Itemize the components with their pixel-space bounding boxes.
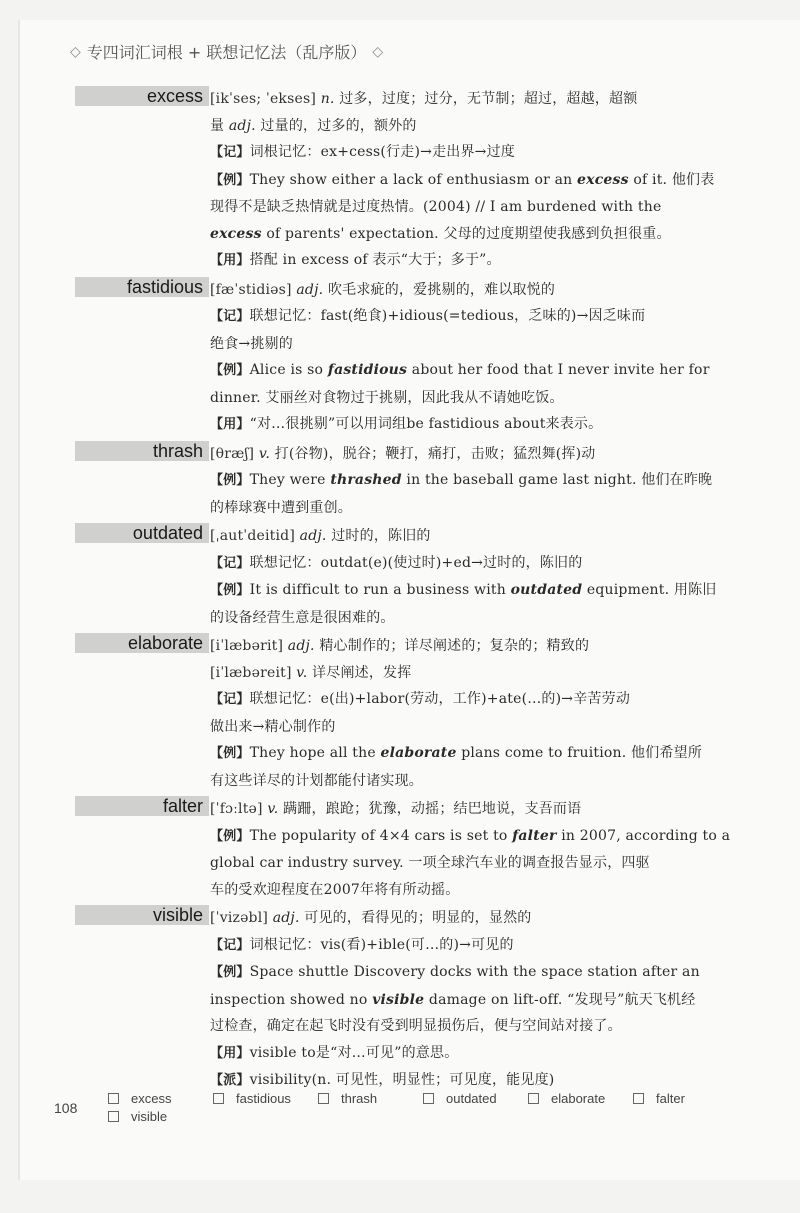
review-checklist — [108, 1090, 748, 1126]
review-word: falter — [656, 1091, 685, 1106]
text-segment: about her food that I never invite her for — [411, 362, 710, 378]
entry-line — [210, 194, 800, 221]
entry-line — [210, 1040, 800, 1068]
entry-line — [210, 277, 800, 304]
part-of-speech: adj. — [299, 528, 327, 544]
headword: visible — [75, 905, 209, 925]
phonetic: [iˈlæbəreit] — [210, 664, 292, 681]
page-number: 108 — [54, 1100, 78, 1116]
text-segment: 过时的，陈旧的 — [331, 528, 431, 544]
text-segment: They were — [249, 472, 326, 488]
review-word: outdated — [446, 1091, 497, 1106]
text-segment: They show either a lack of enthusiasm or an — [249, 171, 573, 188]
text-segment: 过检查，确定在起飞时没有受到明显损伤后，便与空间站对接了。 — [210, 1018, 622, 1034]
section-tag: 【例】 — [210, 172, 250, 188]
entry-line — [210, 221, 800, 248]
entry-line — [210, 740, 800, 768]
section-tag: 【记】 — [210, 692, 250, 707]
entry-outdated — [20, 523, 800, 631]
review-item — [318, 1091, 411, 1106]
text-segment: 打(谷物)，脱谷；鞭打，痛打，击败；猛烈舞(挥)动 — [274, 445, 596, 462]
entry-line — [210, 959, 800, 987]
entry-line — [210, 303, 800, 331]
section-tag: 【例】 — [210, 473, 250, 488]
entry-list — [20, 86, 800, 1097]
checkbox-icon — [528, 1093, 539, 1104]
checkbox-icon — [108, 1093, 119, 1104]
text-segment: 现得不是缺乏热情就是过度热情。(2004) // I am burdened with the — [210, 199, 662, 215]
checkbox-icon — [213, 1093, 224, 1104]
phonetic: [ˈfɔːltə] — [210, 801, 263, 817]
review-item — [108, 1091, 201, 1106]
review-word: thrash — [341, 1091, 378, 1106]
text-segment: 过量的，过多的，额外的 — [260, 117, 417, 134]
part-of-speech: adj. — [272, 910, 300, 926]
entry-line — [210, 139, 800, 167]
section-tag: 【记】 — [210, 309, 250, 324]
keyword-emphasis: outdated — [510, 582, 583, 598]
entry-line — [210, 932, 800, 960]
entry-line — [210, 1013, 800, 1040]
part-of-speech: v. — [296, 664, 308, 681]
text-segment: 有这些详尽的计划都能付诸实现。 — [210, 772, 423, 789]
text-segment: 联想记忆：fast(绝食)+idious(=tedious，乏味的)→因乏味而 — [249, 308, 646, 324]
entry-line — [210, 523, 800, 550]
part-of-speech: v. — [267, 801, 279, 817]
phonetic: [ˈvizəbl] — [210, 910, 269, 926]
text-segment: in the baseball game last night. 他们在昨晚 — [406, 472, 713, 488]
keyword-emphasis: elaborate — [380, 745, 457, 761]
headword: elaborate — [75, 633, 209, 653]
keyword-emphasis: thrashed — [330, 472, 402, 488]
text-segment: plans come to fruition. 他们希望所 — [461, 745, 703, 761]
text-segment: visibility(n. 可见性，明显性；可见度，能见度) — [249, 1072, 555, 1088]
entry-line — [210, 877, 800, 904]
entry-line — [210, 987, 800, 1014]
entry-line — [210, 441, 800, 468]
part-of-speech: v. — [258, 445, 270, 462]
entry-thrash — [20, 441, 800, 522]
section-tag: 【记】 — [210, 555, 250, 571]
text-segment: Alice is so — [249, 362, 324, 378]
part-of-speech: adj. — [228, 117, 256, 134]
phonetic: [ˌautˈdeitid] — [210, 528, 296, 544]
header-title: 专四词汇词根 + 联想记忆法（乱序版） — [86, 43, 367, 62]
entry-excess — [20, 86, 800, 275]
review-word: fastidious — [236, 1091, 291, 1106]
section-tag: 【记】 — [210, 937, 250, 953]
entry-line — [210, 714, 800, 741]
entry-line — [210, 247, 800, 275]
entry-line — [210, 550, 800, 578]
headword: fastidious — [75, 277, 209, 297]
diamond-icon: ◇ — [70, 43, 81, 60]
text-segment: 的设备经营生意是很困难的。 — [210, 609, 395, 626]
section-tag: 【用】 — [210, 253, 250, 268]
review-word: excess — [131, 1091, 172, 1106]
text-segment: in 2007, according to a — [561, 827, 731, 844]
entry-line — [210, 357, 800, 385]
headword: outdated — [75, 523, 209, 543]
page-header — [70, 40, 383, 63]
section-tag: 【例】 — [210, 583, 250, 598]
keyword-emphasis: excess — [577, 171, 629, 188]
keyword-emphasis: falter — [512, 827, 557, 844]
diamond-icon: ◇ — [372, 43, 384, 60]
keyword-emphasis: visible — [372, 991, 425, 1008]
text-segment: 联想记忆：outdat(e)(使过时)+ed→过时的，陈旧的 — [249, 554, 583, 571]
entry-line — [210, 796, 800, 823]
entry-elaborate — [20, 633, 800, 794]
checkbox-icon — [423, 1093, 434, 1104]
text-segment: 搭配 in excess of 表示“大于；多于”。 — [249, 252, 501, 268]
section-tag: 【例】 — [210, 746, 250, 761]
text-segment: 吹毛求疵的，爱挑剔的，难以取悦的 — [327, 281, 556, 298]
entry-line — [210, 686, 800, 714]
page — [20, 20, 800, 1180]
phonetic: [ikˈses; ˈekses] — [210, 91, 317, 107]
review-item — [108, 1109, 179, 1124]
section-tag: 【例】 — [210, 965, 250, 980]
phonetic: [fæˈstidiəs] — [210, 281, 292, 298]
entry-line — [210, 411, 800, 439]
part-of-speech: adj. — [287, 638, 315, 654]
keyword-emphasis: fastidious — [327, 362, 408, 378]
entry-line — [210, 113, 800, 140]
entry-fastidious — [20, 277, 800, 439]
text-segment: Space shuttle Discovery docks with the space station after an — [249, 964, 700, 980]
review-item — [213, 1091, 306, 1106]
text-segment: They hope all the — [249, 745, 376, 761]
entry-line — [210, 660, 800, 687]
part-of-speech: n. — [320, 91, 335, 107]
entry-line — [210, 633, 800, 660]
entry-line — [210, 495, 800, 522]
review-item — [423, 1091, 516, 1106]
entry-falter — [20, 796, 800, 903]
section-tag: 【例】 — [210, 363, 250, 378]
text-segment: “对…很挑剔”可以用词组be fastidious about来表示。 — [249, 416, 603, 432]
text-segment: 可见的，看得见的；明显的，显然的 — [304, 910, 532, 926]
text-segment: 的棒球赛中遭到重创。 — [210, 499, 352, 516]
text-segment: 过多，过度；过分，无节制；超过，超越，超额 — [339, 91, 638, 107]
section-tag: 【用】 — [210, 1045, 250, 1061]
text-segment: inspection showed no — [210, 991, 368, 1008]
checkbox-icon — [633, 1093, 644, 1104]
phonetic: [θræʃ] — [210, 445, 255, 462]
review-word: elaborate — [551, 1091, 606, 1106]
entry-line — [210, 385, 800, 412]
phonetic: [iˈlæbərit] — [210, 638, 284, 654]
section-tag: 【记】 — [210, 145, 250, 160]
entry-line — [210, 768, 800, 795]
text-segment: of it. 他们表 — [633, 171, 715, 188]
text-segment: 联想记忆：e(出)+labor(劳动，工作)+ate(…的)→辛苦劳动 — [249, 691, 631, 707]
entry-line — [210, 905, 800, 932]
part-of-speech: adj. — [296, 281, 324, 298]
checkbox-icon — [318, 1093, 329, 1104]
text-segment: visible to是“对…可见”的意思。 — [249, 1044, 459, 1061]
text-segment: 详尽阐述，发挥 — [312, 664, 412, 681]
entry-line — [210, 577, 800, 605]
entry-line — [210, 86, 800, 113]
entry-line — [210, 850, 800, 877]
text-segment: of parents' expectation. 父母的过度期望使我感到负担很重。 — [266, 225, 671, 242]
text-segment: 做出来→精心制作的 — [210, 718, 336, 735]
headword: excess — [75, 86, 209, 106]
text-segment: equipment. 用陈旧 — [586, 582, 717, 598]
entry-line — [210, 167, 800, 195]
section-tag: 【例】 — [210, 828, 250, 844]
entry-line — [210, 467, 800, 495]
headword: falter — [75, 796, 209, 816]
text-segment: 车的受欢迎程度在2007年将有所动摇。 — [210, 881, 460, 898]
text-segment: global car industry survey. 一项全球汽车业的调查报告显示，四驱 — [210, 855, 650, 871]
review-word: visible — [131, 1109, 168, 1124]
headword: thrash — [75, 441, 209, 461]
entry-line — [210, 331, 800, 358]
text-segment: 词根记忆：vis(看)+ible(可…的)→可见的 — [249, 936, 514, 953]
text-segment: 精心制作的；详尽阐述的；复杂的；精致的 — [319, 638, 590, 654]
text-segment: 量 — [210, 117, 225, 134]
text-segment: 绝食→挑剔的 — [210, 335, 293, 352]
text-segment: It is difficult to run a business with — [249, 582, 506, 598]
text-segment: 蹒跚，踉跄；犹豫，动摇；结巴地说，支吾而语 — [283, 801, 582, 817]
text-segment: dinner. 艾丽丝对食物过于挑剔，因此我从不请她吃饭。 — [210, 389, 564, 406]
review-item — [633, 1091, 726, 1106]
entry-line — [210, 823, 800, 851]
text-segment: damage on lift-off. “发现号”航天飞机经 — [428, 991, 696, 1008]
section-tag: 【用】 — [210, 417, 250, 432]
review-item — [528, 1091, 621, 1106]
text-segment: The popularity of 4×4 cars is set to — [249, 827, 508, 844]
checkbox-icon — [108, 1111, 119, 1122]
text-segment: 词根记忆：ex+cess(行走)→走出界→过度 — [249, 144, 515, 160]
keyword-emphasis: excess — [210, 225, 262, 242]
section-tag: 【派】 — [210, 1073, 250, 1088]
entry-line — [210, 605, 800, 632]
entry-visible — [20, 905, 800, 1095]
